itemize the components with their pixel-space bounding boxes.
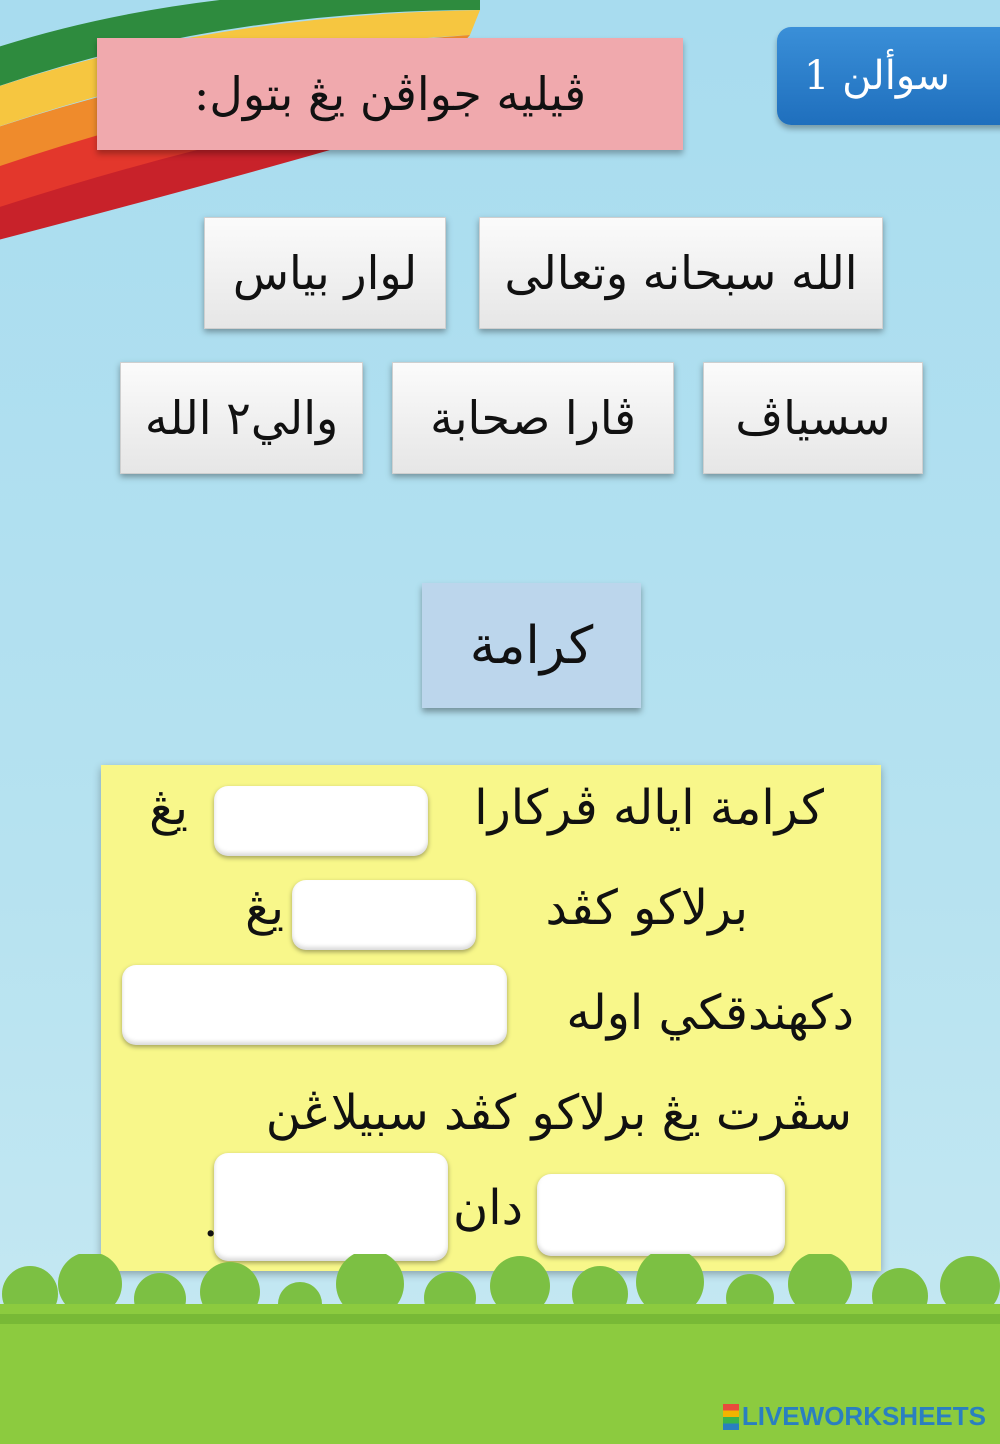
choice-label: سسياڤ xyxy=(735,391,891,445)
choice-wali-wali-allah[interactable] xyxy=(120,362,363,474)
topic-text: كرامة xyxy=(469,615,594,676)
answer-blank-2[interactable] xyxy=(292,880,476,950)
passage-line-4: سڤرت يڠ برلاكو كڤد سبيلاڠن xyxy=(265,1085,852,1141)
choice-allah-swt[interactable] xyxy=(479,217,883,329)
choice-label: ڤارا صحابة xyxy=(430,391,636,445)
liveworksheets-mark-icon xyxy=(723,1404,739,1430)
choice-seseorang[interactable] xyxy=(703,362,923,474)
choice-luar-biasa[interactable] xyxy=(204,217,446,329)
instruction-text: ڤيليه جواڤن يڠ بتول: xyxy=(193,67,587,121)
passage-and-word: دان xyxy=(453,1180,523,1236)
choice-para-sahabat[interactable] xyxy=(392,362,674,474)
answer-blank-5[interactable] xyxy=(214,1153,448,1261)
topic-box xyxy=(422,583,641,708)
passage-period: . xyxy=(203,1192,219,1248)
question-number-label: سوألن 1 xyxy=(803,53,951,99)
passage-line-1: كرامة اياله ڤركارا xyxy=(474,780,824,836)
choice-label: الله سبحانه وتعالى xyxy=(504,246,858,300)
instruction-box xyxy=(97,38,683,150)
passage-line-3: دكهندقكي اوله xyxy=(566,985,854,1041)
liveworksheets-wordmark: LIVEWORKSHEETS xyxy=(741,1401,986,1431)
passage-line-2-tail: يڠ xyxy=(245,880,284,936)
answer-blank-1[interactable] xyxy=(214,786,428,856)
choice-label: لوار بياس xyxy=(232,246,418,300)
answer-blank-4[interactable] xyxy=(537,1174,785,1256)
passage-line-1-tail: يڠ xyxy=(149,780,188,836)
answer-blank-3[interactable] xyxy=(122,965,507,1045)
liveworksheets-logo xyxy=(723,1401,986,1432)
choice-label: والي٢ الله xyxy=(144,391,339,445)
question-number-banner xyxy=(777,27,1000,125)
passage-line-2: برلاكو كڤد xyxy=(545,880,748,936)
